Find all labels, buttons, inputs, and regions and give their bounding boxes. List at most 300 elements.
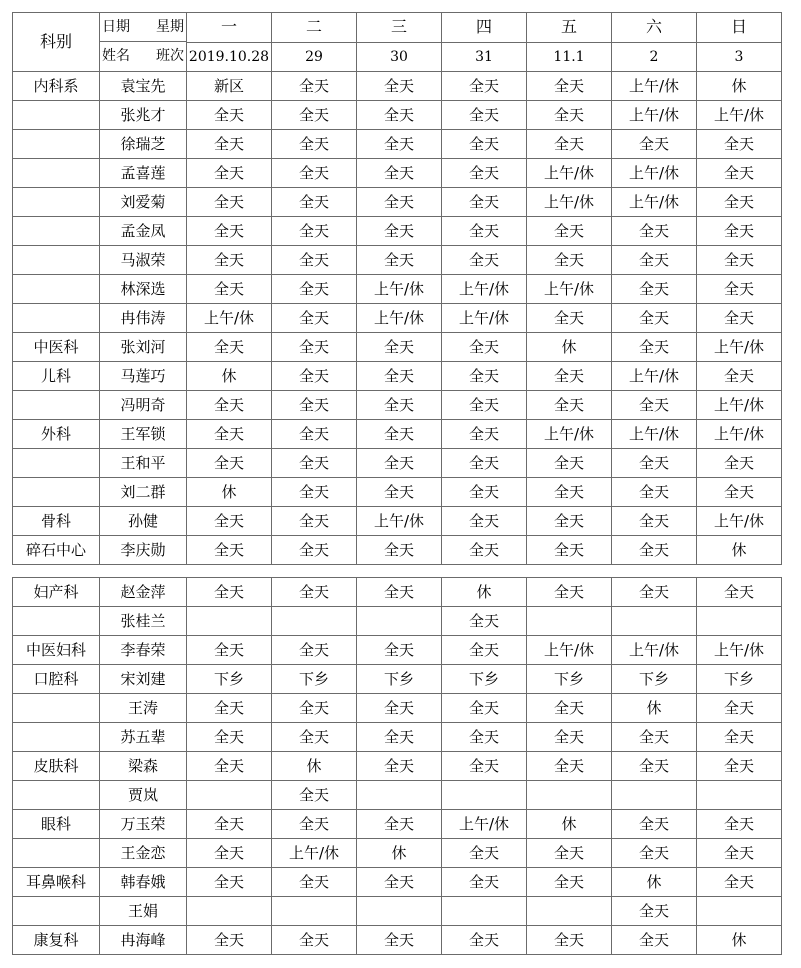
shift-cell: 全天 <box>527 926 612 955</box>
shift-cell: 全天 <box>697 868 782 897</box>
corner-shift-label: 班次 <box>156 48 184 64</box>
shift-cell: 上午/休 <box>357 304 442 333</box>
shift-cell: 全天 <box>527 536 612 565</box>
shift-cell: 全天 <box>527 391 612 420</box>
name-cell: 徐瑞芝 <box>100 130 187 159</box>
shift-cell: 全天 <box>357 159 442 188</box>
shift-cell: 全天 <box>272 449 357 478</box>
shift-cell: 全天 <box>612 478 697 507</box>
table-row <box>13 101 782 130</box>
shift-cell: 全天 <box>357 868 442 897</box>
shift-cell: 全天 <box>612 217 697 246</box>
shift-cell: 全天 <box>272 478 357 507</box>
corner-weekday-label: 星期 <box>156 19 184 35</box>
shift-cell: 全天 <box>527 752 612 781</box>
dept-cell <box>13 607 100 636</box>
table-row <box>13 391 782 420</box>
shift-cell: 全天 <box>357 810 442 839</box>
shift-cell: 全天 <box>697 839 782 868</box>
name-cell: 马莲巧 <box>100 362 187 391</box>
shift-cell: 全天 <box>187 578 272 607</box>
shift-cell: 全天 <box>442 478 527 507</box>
shift-cell: 下乡 <box>697 665 782 694</box>
dept-cell <box>13 391 100 420</box>
shift-cell: 休 <box>697 536 782 565</box>
shift-cell: 全天 <box>272 926 357 955</box>
table-row <box>13 607 782 636</box>
corner-date-label: 日期 <box>102 19 130 35</box>
shift-cell: 全天 <box>527 304 612 333</box>
shift-cell: 全天 <box>357 101 442 130</box>
shift-cell: 全天 <box>442 752 527 781</box>
name-cell: 李春荣 <box>100 636 187 665</box>
shift-cell: 全天 <box>442 926 527 955</box>
shift-cell: 全天 <box>442 188 527 217</box>
shift-cell: 全天 <box>272 130 357 159</box>
shift-cell: 全天 <box>612 275 697 304</box>
dept-cell: 皮肤科 <box>13 752 100 781</box>
dept-cell <box>13 130 100 159</box>
dept-cell: 中医科 <box>13 333 100 362</box>
shift-cell: 全天 <box>272 275 357 304</box>
shift-cell <box>187 897 272 926</box>
name-cell: 赵金萍 <box>100 578 187 607</box>
shift-cell: 全天 <box>612 333 697 362</box>
name-cell: 万玉荣 <box>100 810 187 839</box>
shift-cell: 上午/休 <box>697 507 782 536</box>
shift-cell: 全天 <box>527 578 612 607</box>
shift-cell: 全天 <box>272 636 357 665</box>
dept-cell: 眼科 <box>13 810 100 839</box>
shift-cell: 全天 <box>187 159 272 188</box>
table-row <box>13 507 782 536</box>
shift-cell: 全天 <box>697 694 782 723</box>
shift-cell <box>357 897 442 926</box>
dept-header: 科别 <box>13 13 100 72</box>
shift-cell: 全天 <box>527 101 612 130</box>
dept-cell <box>13 101 100 130</box>
name-cell: 王涛 <box>100 694 187 723</box>
shift-cell: 全天 <box>697 188 782 217</box>
date-header: 30 <box>357 42 442 72</box>
table-row <box>13 478 782 507</box>
date-header: 29 <box>272 42 357 72</box>
name-cell: 冉海峰 <box>100 926 187 955</box>
dept-cell: 妇产科 <box>13 578 100 607</box>
name-cell: 韩春娥 <box>100 868 187 897</box>
dept-cell <box>13 781 100 810</box>
date-header: 2 <box>612 42 697 72</box>
dept-cell <box>13 449 100 478</box>
shift-cell: 全天 <box>612 304 697 333</box>
shift-cell: 上午/休 <box>697 101 782 130</box>
shift-cell: 全天 <box>357 362 442 391</box>
shift-cell: 全天 <box>527 839 612 868</box>
table-row <box>13 839 782 868</box>
shift-cell: 全天 <box>442 694 527 723</box>
shift-cell: 全天 <box>357 130 442 159</box>
shift-cell: 全天 <box>187 188 272 217</box>
dept-cell <box>13 723 100 752</box>
table-row <box>13 275 782 304</box>
schedule-body-1 <box>13 72 782 565</box>
shift-cell: 全天 <box>272 188 357 217</box>
date-header: 2019.10.28 <box>187 42 272 72</box>
shift-cell: 上午/休 <box>612 420 697 449</box>
name-cell: 刘爱菊 <box>100 188 187 217</box>
shift-cell: 全天 <box>357 391 442 420</box>
table-row <box>13 188 782 217</box>
shift-cell: 休 <box>697 926 782 955</box>
shift-cell: 上午/休 <box>527 275 612 304</box>
shift-cell: 全天 <box>357 536 442 565</box>
name-cell: 贾岚 <box>100 781 187 810</box>
shift-cell: 上午/休 <box>697 391 782 420</box>
shift-cell: 全天 <box>357 72 442 101</box>
weekday-header: 五 <box>527 13 612 43</box>
shift-cell: 全天 <box>527 507 612 536</box>
shift-cell: 休 <box>612 694 697 723</box>
shift-cell: 上午/休 <box>527 420 612 449</box>
shift-cell: 全天 <box>442 362 527 391</box>
dept-cell: 中医妇科 <box>13 636 100 665</box>
shift-cell: 全天 <box>187 275 272 304</box>
dept-cell: 外科 <box>13 420 100 449</box>
shift-cell: 全天 <box>272 304 357 333</box>
table-row <box>13 159 782 188</box>
table-row <box>13 72 782 101</box>
shift-cell: 全天 <box>612 752 697 781</box>
shift-cell: 全天 <box>272 362 357 391</box>
schedule-body-2 <box>13 578 782 955</box>
shift-cell: 全天 <box>527 72 612 101</box>
shift-cell: 全天 <box>697 362 782 391</box>
weekday-header: 六 <box>612 13 697 43</box>
shift-cell: 全天 <box>612 723 697 752</box>
shift-cell: 全天 <box>612 246 697 275</box>
table-row <box>13 420 782 449</box>
shift-cell: 全天 <box>272 391 357 420</box>
table-row <box>13 781 782 810</box>
dept-cell <box>13 897 100 926</box>
dept-cell <box>13 275 100 304</box>
weekday-header: 三 <box>357 13 442 43</box>
shift-cell: 上午/休 <box>697 420 782 449</box>
corner-name-label: 姓名 <box>102 48 130 64</box>
shift-cell: 全天 <box>187 694 272 723</box>
shift-cell: 全天 <box>187 926 272 955</box>
name-cell: 张兆才 <box>100 101 187 130</box>
shift-cell: 上午/休 <box>612 188 697 217</box>
shift-cell: 下乡 <box>272 665 357 694</box>
shift-cell: 全天 <box>442 159 527 188</box>
name-cell: 王娟 <box>100 897 187 926</box>
name-cell: 宋刘建 <box>100 665 187 694</box>
shift-cell <box>187 607 272 636</box>
shift-cell: 全天 <box>612 536 697 565</box>
name-cell: 梁森 <box>100 752 187 781</box>
shift-cell: 下乡 <box>187 665 272 694</box>
shift-cell: 全天 <box>442 636 527 665</box>
shift-cell: 上午/休 <box>527 159 612 188</box>
shift-cell: 全天 <box>527 723 612 752</box>
shift-cell: 全天 <box>187 868 272 897</box>
corner-header <box>100 13 187 72</box>
name-cell: 张桂兰 <box>100 607 187 636</box>
table-row <box>13 362 782 391</box>
shift-cell: 全天 <box>697 478 782 507</box>
shift-cell: 全天 <box>697 130 782 159</box>
table-row <box>13 810 782 839</box>
header-row-weekday <box>13 13 782 43</box>
shift-cell: 全天 <box>527 246 612 275</box>
shift-cell: 全天 <box>357 449 442 478</box>
dept-cell <box>13 217 100 246</box>
table-row <box>13 246 782 275</box>
table-row <box>13 694 782 723</box>
table-row <box>13 926 782 955</box>
shift-cell: 全天 <box>272 578 357 607</box>
shift-cell: 全天 <box>697 752 782 781</box>
shift-cell: 下乡 <box>527 665 612 694</box>
shift-cell: 全天 <box>357 723 442 752</box>
name-cell: 马淑荣 <box>100 246 187 275</box>
shift-cell: 上午/休 <box>697 333 782 362</box>
shift-cell: 上午/休 <box>612 101 697 130</box>
shift-cell: 全天 <box>187 536 272 565</box>
shift-cell: 全天 <box>612 810 697 839</box>
table-row <box>13 130 782 159</box>
shift-cell: 全天 <box>442 101 527 130</box>
shift-cell: 全天 <box>612 449 697 478</box>
shift-cell: 全天 <box>697 275 782 304</box>
dept-cell <box>13 839 100 868</box>
dept-cell <box>13 188 100 217</box>
shift-cell: 全天 <box>357 694 442 723</box>
shift-cell: 全天 <box>187 101 272 130</box>
shift-cell: 全天 <box>697 304 782 333</box>
shift-cell: 全天 <box>442 723 527 752</box>
schedule-table-2 <box>12 577 782 955</box>
dept-cell <box>13 246 100 275</box>
table-row <box>13 217 782 246</box>
table-row <box>13 665 782 694</box>
weekday-header: 日 <box>697 13 782 43</box>
shift-cell: 全天 <box>357 578 442 607</box>
shift-cell: 全天 <box>442 536 527 565</box>
shift-cell: 下乡 <box>357 665 442 694</box>
shift-cell <box>442 781 527 810</box>
dept-cell <box>13 694 100 723</box>
shift-cell: 全天 <box>272 507 357 536</box>
name-cell: 冉伟涛 <box>100 304 187 333</box>
shift-cell: 全天 <box>527 362 612 391</box>
shift-cell: 上午/休 <box>527 636 612 665</box>
shift-cell: 全天 <box>527 694 612 723</box>
dept-cell: 耳鼻喉科 <box>13 868 100 897</box>
weekday-header: 一 <box>187 13 272 43</box>
shift-cell <box>527 607 612 636</box>
shift-cell <box>187 781 272 810</box>
shift-cell: 全天 <box>272 868 357 897</box>
table-row <box>13 636 782 665</box>
shift-cell: 全天 <box>272 781 357 810</box>
shift-cell: 全天 <box>527 449 612 478</box>
shift-cell: 上午/休 <box>187 304 272 333</box>
shift-cell: 全天 <box>272 810 357 839</box>
shift-cell: 全天 <box>272 159 357 188</box>
shift-cell: 休 <box>187 478 272 507</box>
shift-cell: 全天 <box>612 130 697 159</box>
shift-cell: 上午/休 <box>527 188 612 217</box>
shift-cell: 全天 <box>187 810 272 839</box>
table-row <box>13 723 782 752</box>
shift-cell: 全天 <box>442 130 527 159</box>
name-cell: 王军锁 <box>100 420 187 449</box>
shift-cell: 全天 <box>272 101 357 130</box>
table-row <box>13 868 782 897</box>
shift-cell: 全天 <box>527 868 612 897</box>
table-row <box>13 752 782 781</box>
dept-cell <box>13 159 100 188</box>
shift-cell: 全天 <box>442 607 527 636</box>
shift-cell: 全天 <box>187 507 272 536</box>
shift-cell: 休 <box>612 868 697 897</box>
dept-cell: 骨科 <box>13 507 100 536</box>
shift-cell: 全天 <box>187 839 272 868</box>
shift-cell: 休 <box>357 839 442 868</box>
shift-cell: 上午/休 <box>357 507 442 536</box>
shift-cell: 全天 <box>697 217 782 246</box>
shift-cell: 上午/休 <box>612 72 697 101</box>
name-cell: 孙健 <box>100 507 187 536</box>
shift-cell <box>272 897 357 926</box>
dept-cell <box>13 478 100 507</box>
shift-cell: 全天 <box>187 391 272 420</box>
schedule-table-1 <box>12 12 782 565</box>
shift-cell: 全天 <box>357 478 442 507</box>
dept-cell: 内科系 <box>13 72 100 101</box>
shift-cell: 全天 <box>187 130 272 159</box>
shift-cell <box>442 897 527 926</box>
date-header: 11.1 <box>527 42 612 72</box>
shift-cell: 上午/休 <box>272 839 357 868</box>
dept-cell: 碎石中心 <box>13 536 100 565</box>
shift-cell: 全天 <box>357 926 442 955</box>
shift-cell: 上午/休 <box>357 275 442 304</box>
shift-cell: 全天 <box>442 217 527 246</box>
shift-cell: 休 <box>187 362 272 391</box>
shift-cell: 全天 <box>697 810 782 839</box>
shift-cell: 上午/休 <box>697 636 782 665</box>
shift-cell <box>697 781 782 810</box>
name-cell: 刘二群 <box>100 478 187 507</box>
dept-cell: 儿科 <box>13 362 100 391</box>
shift-cell: 上午/休 <box>442 304 527 333</box>
shift-cell: 全天 <box>357 246 442 275</box>
shift-cell <box>612 607 697 636</box>
shift-cell <box>272 607 357 636</box>
name-cell: 袁宝先 <box>100 72 187 101</box>
table-row <box>13 304 782 333</box>
shift-cell: 全天 <box>357 752 442 781</box>
shift-cell: 全天 <box>272 694 357 723</box>
shift-cell: 全天 <box>612 839 697 868</box>
shift-cell <box>357 781 442 810</box>
shift-cell: 全天 <box>527 478 612 507</box>
dept-cell <box>13 304 100 333</box>
name-cell: 李庆勋 <box>100 536 187 565</box>
shift-cell: 全天 <box>697 246 782 275</box>
shift-cell <box>357 607 442 636</box>
shift-cell: 上午/休 <box>612 636 697 665</box>
shift-cell: 休 <box>697 72 782 101</box>
shift-cell: 全天 <box>272 217 357 246</box>
name-cell: 张刘河 <box>100 333 187 362</box>
shift-cell: 全天 <box>697 159 782 188</box>
shift-cell: 休 <box>442 578 527 607</box>
shift-cell: 全天 <box>697 723 782 752</box>
dept-cell: 康复科 <box>13 926 100 955</box>
shift-cell: 全天 <box>187 333 272 362</box>
shift-cell: 休 <box>527 810 612 839</box>
shift-cell: 全天 <box>357 188 442 217</box>
shift-cell: 全天 <box>442 391 527 420</box>
shift-cell: 全天 <box>187 449 272 478</box>
shift-cell: 全天 <box>442 333 527 362</box>
shift-cell: 上午/休 <box>612 362 697 391</box>
name-cell: 林深选 <box>100 275 187 304</box>
shift-cell: 全天 <box>187 246 272 275</box>
name-cell: 苏五辈 <box>100 723 187 752</box>
shift-cell: 全天 <box>187 420 272 449</box>
shift-cell <box>612 781 697 810</box>
shift-cell: 全天 <box>612 507 697 536</box>
table-row <box>13 449 782 478</box>
table-row <box>13 333 782 362</box>
shift-cell: 全天 <box>442 246 527 275</box>
shift-cell: 全天 <box>442 72 527 101</box>
shift-cell: 全天 <box>272 536 357 565</box>
name-cell: 王和平 <box>100 449 187 478</box>
shift-cell: 全天 <box>272 420 357 449</box>
shift-cell <box>527 897 612 926</box>
shift-cell: 全天 <box>442 449 527 478</box>
shift-cell: 上午/休 <box>442 810 527 839</box>
date-header: 3 <box>697 42 782 72</box>
dept-cell: 口腔科 <box>13 665 100 694</box>
name-cell: 冯明奇 <box>100 391 187 420</box>
shift-cell: 全天 <box>527 130 612 159</box>
shift-cell <box>697 607 782 636</box>
shift-cell: 全天 <box>187 217 272 246</box>
shift-cell: 全天 <box>697 449 782 478</box>
shift-cell: 上午/休 <box>442 275 527 304</box>
shift-cell <box>697 897 782 926</box>
shift-cell: 全天 <box>187 752 272 781</box>
name-cell: 王金恋 <box>100 839 187 868</box>
shift-cell: 全天 <box>612 897 697 926</box>
shift-cell: 上午/休 <box>612 159 697 188</box>
shift-cell: 全天 <box>527 217 612 246</box>
table-row <box>13 897 782 926</box>
shift-cell: 下乡 <box>442 665 527 694</box>
table-row <box>13 578 782 607</box>
name-cell: 孟金凤 <box>100 217 187 246</box>
weekday-header: 二 <box>272 13 357 43</box>
shift-cell: 全天 <box>272 333 357 362</box>
shift-cell: 休 <box>527 333 612 362</box>
